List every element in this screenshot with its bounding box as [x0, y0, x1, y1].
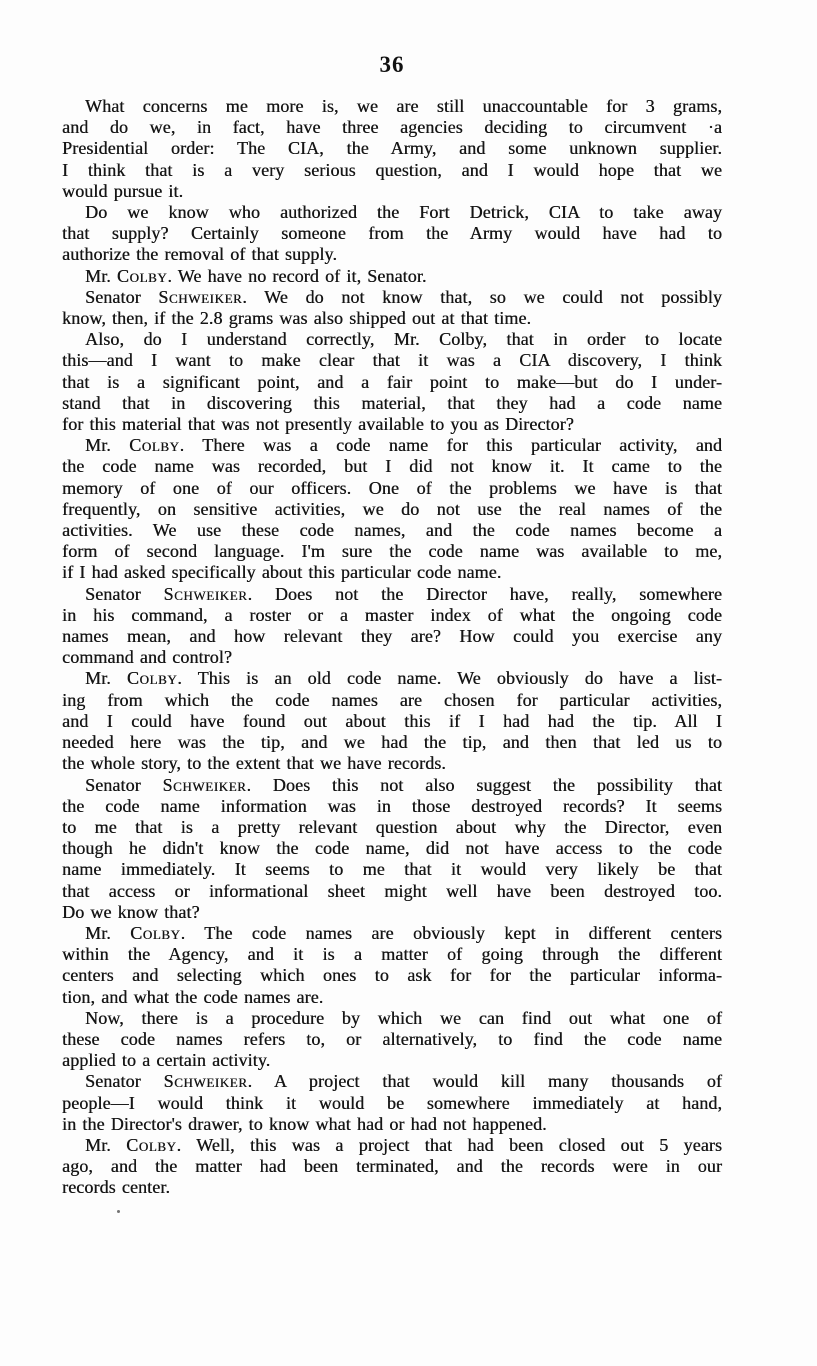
speaker-name: Colby	[126, 668, 178, 689]
text-line: that supply? Certainly someone from the Army would have had to	[62, 223, 722, 244]
text-line: Mr. Colby. There was a code name for this particular activity, and	[85, 435, 723, 456]
speaker-name: Colby	[126, 1134, 177, 1155]
text-line: frequently, on sensitive activities, we do not use the real names of the	[62, 498, 722, 519]
text-line: ago, and the matter had been terminated, and the records were in our	[62, 1156, 722, 1177]
text-line: Now, there is a procedure by which we can find out what one of	[85, 1007, 722, 1028]
text-line: Presidential order: The CIA, the Army, and some unknown supplier.	[62, 138, 722, 159]
text-line: Mr. Colby. The code names are obviously kept in different centers	[85, 922, 722, 943]
paragraph	[62, 1008, 722, 1072]
text-line: Senator Schweiker. Does not the Director have, really, somewhere	[85, 583, 722, 604]
text-line: memory of one of our officers. One of the problems we have is that	[62, 477, 722, 498]
paragraph	[62, 329, 722, 435]
text-line: to me that is a pretty relevant question about why the Director, even	[62, 816, 722, 837]
speech-paragraph	[62, 287, 722, 329]
speech-paragraph	[62, 1135, 722, 1199]
text-line: Mr. Colby. Well, this was a project that had been closed out 5 years	[85, 1134, 723, 1155]
text-line: and do we, in fact, have three agencies deciding to circumvent ·a	[62, 117, 722, 138]
page-number: 36	[379, 52, 405, 77]
text-line: authorize the removal of that supply.	[62, 244, 337, 265]
text-line: Senator Schweiker. Does this not also suggest the possibility that	[85, 774, 722, 795]
text-line: Also, do I understand correctly, Mr. Colby, that in order to locate	[85, 329, 722, 350]
text-line: applied to a certain activity.	[62, 1050, 271, 1071]
text-line: these code names refers to, or alternatively, to find the code name	[62, 1028, 722, 1049]
text-line: within the Agency, and it is a matter of going through the different	[62, 944, 722, 965]
text-line: Mr. Colby. We have no record of it, Senator.	[85, 265, 427, 286]
text-line: name immediately. It seems to me that it would very likely be that	[62, 859, 722, 880]
text-line: records center.	[62, 1177, 170, 1198]
speaker-name: Colby	[130, 922, 181, 943]
text-line: Mr. Colby. This is an old code name. We obviously do have a list-	[85, 668, 723, 689]
text-line: tion, and what the code names are.	[62, 986, 324, 1007]
text-line: needed here was the tip, and we had the tip, and then that led us to	[62, 732, 722, 753]
text-line: know, then, if the 2.8 grams was also shipped out at that time.	[62, 308, 532, 329]
text-line: the whole story, to the extent that we have records.	[62, 753, 446, 774]
text-line: activities. We use these code names, and the code names become a	[62, 520, 722, 541]
text-line: command and control?	[62, 647, 232, 668]
transcript-body	[62, 96, 722, 1199]
speech-paragraph	[62, 923, 722, 1008]
speech-paragraph	[62, 668, 722, 774]
text-line: names mean, and how relevant they are? How could you exercise any	[62, 626, 722, 647]
paragraph	[62, 202, 722, 266]
text-line: stand that in discovering this material, that they had a code name	[62, 392, 722, 413]
text-line: Do we know who authorized the Fort Detrick, CIA to take away	[85, 202, 722, 223]
text-line: I think that is a very serious question, and I would hope that we	[62, 159, 722, 180]
speaker-name: Colby	[116, 265, 168, 286]
text-line: this—and I want to make clear that it was a CIA discovery, I think	[62, 350, 722, 371]
speech-paragraph	[62, 775, 722, 923]
speech-paragraph	[62, 266, 722, 287]
text-line: would pursue it.	[62, 180, 184, 201]
text-line: and I could have found out about this if I had had the tip. All I	[62, 710, 722, 731]
text-line: Senator Schweiker. We do not know that, so we could not possibly	[85, 286, 722, 307]
text-line: ing from which the code names are chosen for particular activities,	[62, 689, 722, 710]
speaker-name: Schweiker	[163, 583, 248, 604]
speaker-name: Schweiker	[158, 286, 243, 307]
text-line: the code name information was in those destroyed records? It seems	[62, 795, 722, 816]
scan-artifact-dot	[117, 1210, 120, 1213]
text-line: people—I would think it would be somewhere immediately at hand,	[62, 1092, 722, 1113]
text-line: Do we know that?	[62, 901, 200, 922]
text-line: that access or informational sheet might well have been destroyed too.	[62, 880, 722, 901]
text-line: Senator Schweiker. A project that would kill many thousands of	[85, 1071, 722, 1092]
paragraph	[62, 96, 722, 202]
text-line: for this material that was not presently available to you as Director?	[62, 414, 574, 435]
speech-paragraph	[62, 584, 722, 669]
text-line: form of second language. I'm sure the code name was available to me,	[62, 541, 722, 562]
text-line: though he didn't know the code name, did not have access to the code	[62, 838, 722, 859]
text-line: if I had asked specifically about this particular code name.	[62, 562, 502, 583]
text-line: that is a significant point, and a fair point to make—but do I under-	[62, 371, 722, 392]
speech-paragraph	[62, 435, 722, 583]
text-line: the code name was recorded, but I did not know it. It came to the	[62, 456, 722, 477]
text-line: centers and selecting which ones to ask for for the particular informa-	[62, 965, 722, 986]
text-line: in his command, a roster or a master index of what the ongoing code	[62, 604, 722, 625]
text-line: What concerns me more is, we are still unaccountable for 3 grams,	[85, 96, 722, 116]
speaker-name: Schweiker	[162, 774, 247, 795]
speech-paragraph	[62, 1071, 722, 1135]
speaker-name: Schweiker	[163, 1071, 248, 1092]
speaker-name: Colby	[129, 435, 180, 456]
text-line: in the Director's drawer, to know what had or had not happened.	[62, 1113, 547, 1134]
